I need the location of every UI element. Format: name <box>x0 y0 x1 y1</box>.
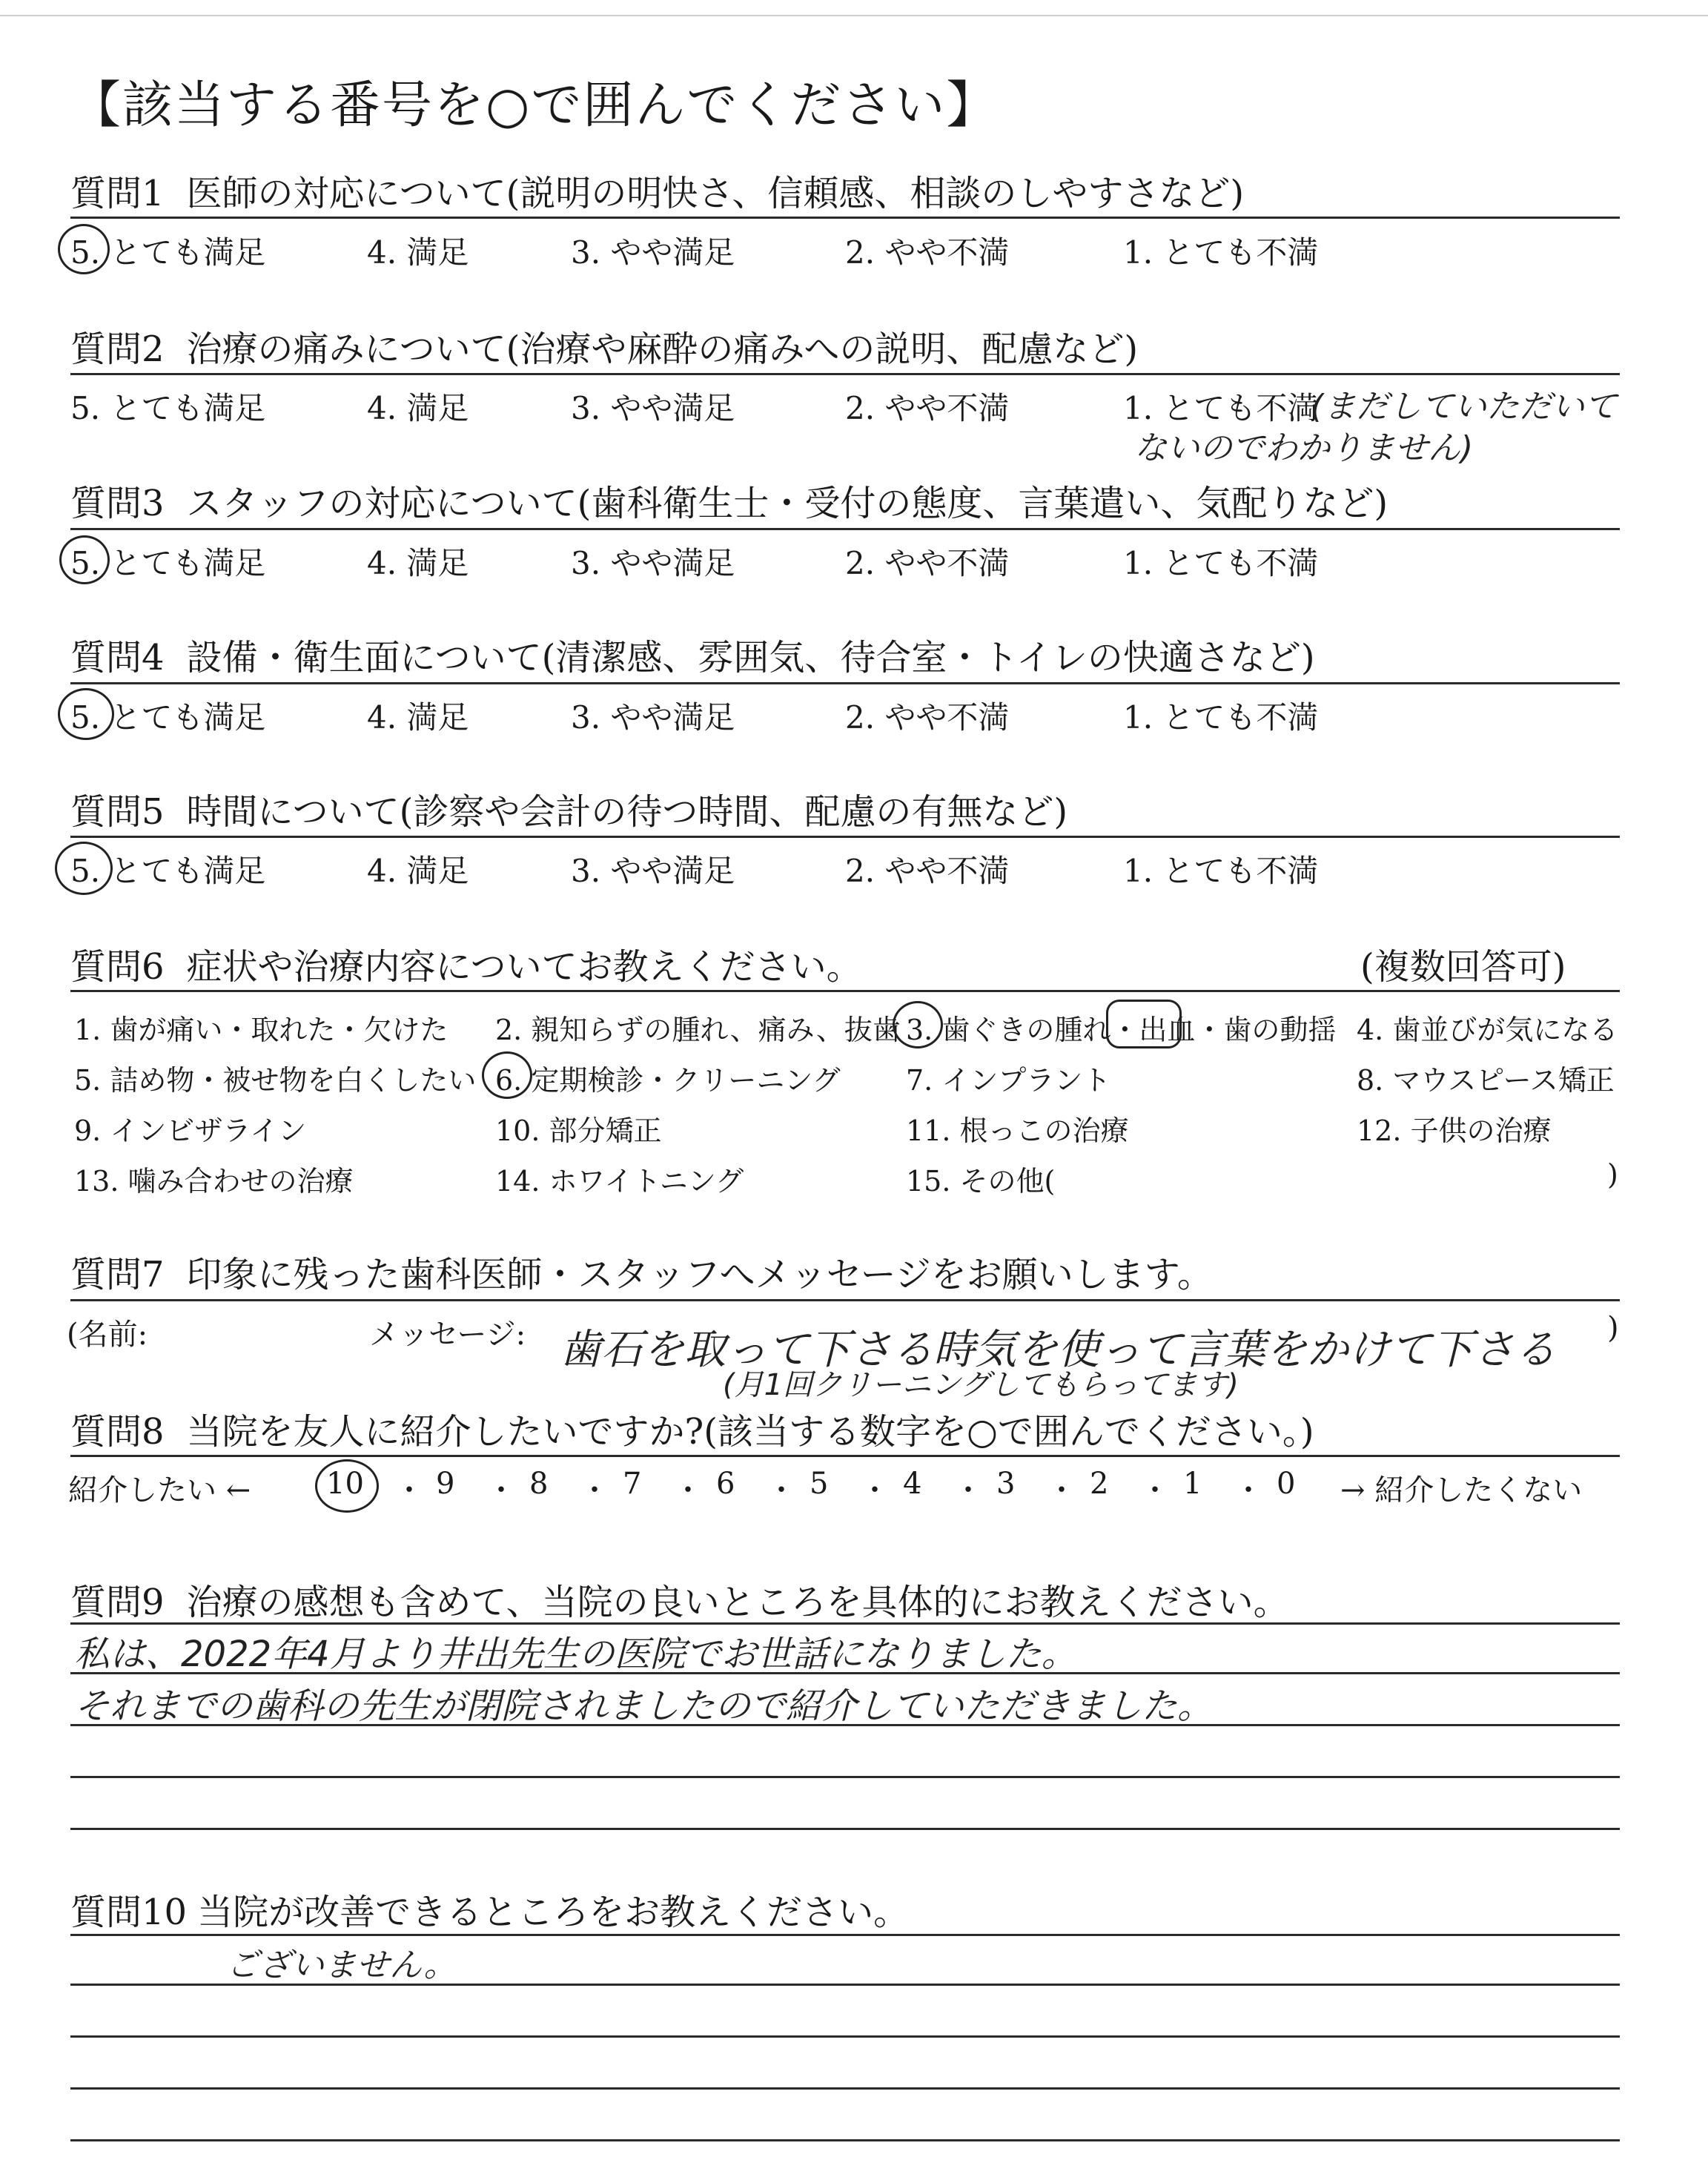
q6-item-15-close: ) <box>1607 1158 1618 1191</box>
q2-opt-1[interactable]: 1. とても不満 <box>1123 390 1319 426</box>
q5-circle-mark <box>55 842 113 895</box>
q6-item-2[interactable]: 2. 親知らずの腫れ、痛み、抜歯 <box>495 1014 901 1046</box>
q7-rule <box>70 1299 1620 1301</box>
q6-item-8[interactable]: 8. マウスピース矯正 <box>1357 1064 1615 1097</box>
q6-item-3[interactable]: 3. 歯ぐきの腫れ・出血・歯の動揺 <box>906 1014 1337 1046</box>
q8-scale-left-label: 紹介したい ← <box>68 1473 251 1507</box>
q5-header <box>70 783 1068 834</box>
q7-text: 印象に残った歯科医師・スタッフへメッセージをお願いします。 <box>186 1254 1213 1295</box>
q6-item-15[interactable]: 15. その他( <box>906 1165 1056 1198</box>
q6-bleeding-circle-mark <box>1106 1000 1182 1048</box>
q6-item-6[interactable]: 6. 定期検診・クリーニング <box>495 1064 841 1097</box>
q6-item-6-circle-mark <box>482 1051 532 1099</box>
q8-dot: ・ <box>1234 1473 1263 1507</box>
q10-rule-1 <box>70 1984 1620 1986</box>
q7-header <box>70 1246 1213 1297</box>
q1-opt-3[interactable]: 3. やや満足 <box>571 234 735 271</box>
q7-handwritten-message-1: 歯石を取って下さる時気を使って言葉をかけて下さる <box>560 1326 1556 1374</box>
q7-name-label: (名前: <box>67 1318 148 1352</box>
q6-rule <box>70 990 1620 992</box>
q3-circle-mark <box>59 535 110 584</box>
q2-opt-4[interactable]: 4. 満足 <box>367 390 469 426</box>
q5-opt-4[interactable]: 4. 満足 <box>367 853 469 889</box>
q1-header <box>70 165 1244 216</box>
q6-item-12[interactable]: 12. 子供の治療 <box>1357 1114 1552 1147</box>
q8-score-10[interactable]: 10 <box>326 1467 364 1501</box>
q6-item-13[interactable]: 13. 噛み合わせの治療 <box>74 1165 354 1198</box>
q2-opt-2[interactable]: 2. やや不満 <box>845 390 1010 426</box>
q3-opt-3[interactable]: 3. やや満足 <box>571 545 735 581</box>
q5-opt-5[interactable]: 5. とても満足 <box>70 853 266 889</box>
q10-rule-2 <box>70 2035 1620 2038</box>
q7-close-paren: ) <box>1607 1311 1619 1345</box>
q6-item-4[interactable]: 4. 歯並びが気になる <box>1357 1014 1618 1046</box>
q9-rule-1 <box>70 1672 1620 1674</box>
q6-item-7[interactable]: 7. インプラント <box>906 1064 1111 1097</box>
q7-handwritten-message-2: (月1回クリーニングしてもらってます) <box>723 1368 1239 1402</box>
q6-multiple-note: (複数回答可) <box>1360 946 1566 988</box>
q3-opt-2[interactable]: 2. やや不満 <box>845 545 1010 581</box>
q9-rule-2 <box>70 1724 1620 1726</box>
q7-number: 質問7 <box>70 1254 165 1295</box>
q6-number: 質問6 <box>70 946 165 988</box>
q3-opt-1[interactable]: 1. とても不満 <box>1123 545 1319 581</box>
q10-header <box>70 1883 909 1935</box>
q4-rule <box>70 682 1620 684</box>
q1-number: 質問1 <box>70 173 165 214</box>
q9-number: 質問9 <box>70 1582 165 1623</box>
q6-text: 症状や治療内容についてお教えください。 <box>186 946 862 988</box>
q8-score-6[interactable]: 6 <box>716 1467 735 1501</box>
q8-score-9[interactable]: 9 <box>436 1467 455 1501</box>
q8-score-7[interactable]: 7 <box>623 1467 642 1501</box>
q5-number: 質問5 <box>70 791 165 833</box>
q8-score-1[interactable]: 1 <box>1183 1467 1202 1501</box>
q10-text: 当院が改善できるところをお教えください。 <box>197 1892 910 1933</box>
q10-rule-3 <box>70 2087 1620 2090</box>
q8-dot: ・ <box>953 1473 983 1507</box>
q4-header <box>70 629 1315 680</box>
q9-rule-3 <box>70 1776 1620 1778</box>
q3-header <box>70 475 1388 526</box>
q9-handwritten-answer-1: 私は、2022年4月より井出先生の医院でお世話になりました。 <box>74 1634 1077 1675</box>
q6-item-14[interactable]: 14. ホワイトニング <box>495 1165 744 1198</box>
q1-opt-5[interactable]: 5. とても満足 <box>70 234 266 271</box>
q9-rule-4 <box>70 1828 1620 1830</box>
q8-scale-right-label: → 紹介したくない <box>1340 1473 1583 1507</box>
q6-item-1[interactable]: 1. 歯が痛い・取れた・欠けた <box>74 1014 448 1046</box>
q8-score-5[interactable]: 5 <box>810 1467 829 1501</box>
q8-dot: ・ <box>860 1473 890 1507</box>
q4-opt-3[interactable]: 3. やや満足 <box>571 699 735 736</box>
q6-header <box>70 938 862 989</box>
form-title: 【該当する番号を○で囲んでください】 <box>70 76 999 135</box>
q2-opt-5[interactable]: 5. とても満足 <box>70 390 266 426</box>
q1-opt-1[interactable]: 1. とても不満 <box>1123 234 1319 271</box>
q10-rule-4 <box>70 2139 1620 2141</box>
q8-header <box>70 1403 1314 1454</box>
q8-dot: ・ <box>580 1473 609 1507</box>
q10-number: 質問10 <box>70 1892 188 1933</box>
q6-item-10[interactable]: 10. 部分矯正 <box>495 1114 662 1147</box>
q1-rule <box>70 217 1620 219</box>
q8-number: 質問8 <box>70 1411 165 1453</box>
q5-opt-3[interactable]: 3. やや満足 <box>571 853 735 889</box>
q8-score-4[interactable]: 4 <box>903 1467 922 1501</box>
q2-handwritten-note-2: ないのでわかりません) <box>1134 429 1474 467</box>
q2-rule <box>70 373 1620 375</box>
q8-score-2[interactable]: 2 <box>1090 1467 1109 1501</box>
q8-score-8[interactable]: 8 <box>529 1467 549 1501</box>
q3-opt-5[interactable]: 5. とても満足 <box>70 545 266 581</box>
q10-handwritten-answer: ございません。 <box>226 1946 457 1984</box>
q6-item-9[interactable]: 9. インビザライン <box>74 1114 307 1147</box>
q2-opt-3[interactable]: 3. やや満足 <box>571 390 735 426</box>
q9-handwritten-answer-2: それまでの歯科の先生が閉院されましたので紹介していただきました。 <box>74 1685 1214 1727</box>
q5-text: 時間について(診察や会計の待つ時間、配慮の有無など) <box>186 791 1068 833</box>
q3-opt-4[interactable]: 4. 満足 <box>367 545 469 581</box>
q4-text: 設備・衛生面について(清潔感、雰囲気、待合室・トイレの快適さなど) <box>186 637 1315 678</box>
q1-opt-2[interactable]: 2. やや不満 <box>845 234 1010 271</box>
q8-dot: ・ <box>767 1473 796 1507</box>
q8-dot: ・ <box>394 1473 424 1507</box>
q8-score-3[interactable]: 3 <box>996 1467 1016 1501</box>
q9-rule-0 <box>70 1622 1620 1625</box>
q6-item-11[interactable]: 11. 根っこの治療 <box>906 1114 1129 1147</box>
q2-text: 治療の痛みについて(治療や麻酔の痛みへの説明、配慮など) <box>186 328 1139 370</box>
q5-opt-1[interactable]: 1. とても不満 <box>1123 853 1319 889</box>
q4-circle-mark <box>58 688 114 740</box>
q9-header <box>70 1573 1289 1625</box>
q8-score-0[interactable]: 0 <box>1277 1467 1296 1501</box>
q8-dot: ・ <box>1140 1473 1170 1507</box>
q3-number: 質問3 <box>70 483 165 524</box>
q8-text: 当院を友人に紹介したいですか?(該当する数字を○で囲んでください。) <box>186 1411 1314 1453</box>
q5-rule <box>70 836 1620 838</box>
q1-text: 医師の対応について(説明の明快さ、信頼感、相談のしやすさなど) <box>186 173 1245 214</box>
q8-rule <box>70 1455 1620 1457</box>
q2-header <box>70 320 1138 371</box>
q3-text: スタッフの対応について(歯科衛生士・受付の態度、言葉遣い、気配りなど) <box>186 483 1388 524</box>
q4-number: 質問4 <box>70 637 165 678</box>
q2-number: 質問2 <box>70 328 165 370</box>
q4-opt-5[interactable]: 5. とても満足 <box>70 699 266 736</box>
q4-opt-1[interactable]: 1. とても不満 <box>1123 699 1319 736</box>
q8-circle-mark <box>315 1459 379 1513</box>
q9-text: 治療の感想も含めて、当院の良いところを具体的にお教えください。 <box>186 1582 1289 1623</box>
q5-opt-2[interactable]: 2. やや不満 <box>845 853 1010 889</box>
q8-dot: ・ <box>486 1473 516 1507</box>
q2-handwritten-note-1: (まだしていただいて <box>1311 388 1618 426</box>
q3-rule <box>70 528 1620 530</box>
q8-dot: ・ <box>673 1473 703 1507</box>
q1-circle-mark <box>58 224 110 274</box>
q6-item-5[interactable]: 5. 詰め物・被せ物を白くしたい <box>74 1064 477 1097</box>
q8-dot: ・ <box>1047 1473 1076 1507</box>
q10-rule-0 <box>70 1934 1620 1936</box>
top-border <box>0 15 1708 16</box>
q1-opt-4[interactable]: 4. 満足 <box>367 234 469 271</box>
q4-opt-4[interactable]: 4. 満足 <box>367 699 469 736</box>
q4-opt-2[interactable]: 2. やや不満 <box>845 699 1010 736</box>
q7-message-label: メッセージ: <box>369 1318 526 1352</box>
q6-item-3-circle-mark <box>893 1001 943 1048</box>
